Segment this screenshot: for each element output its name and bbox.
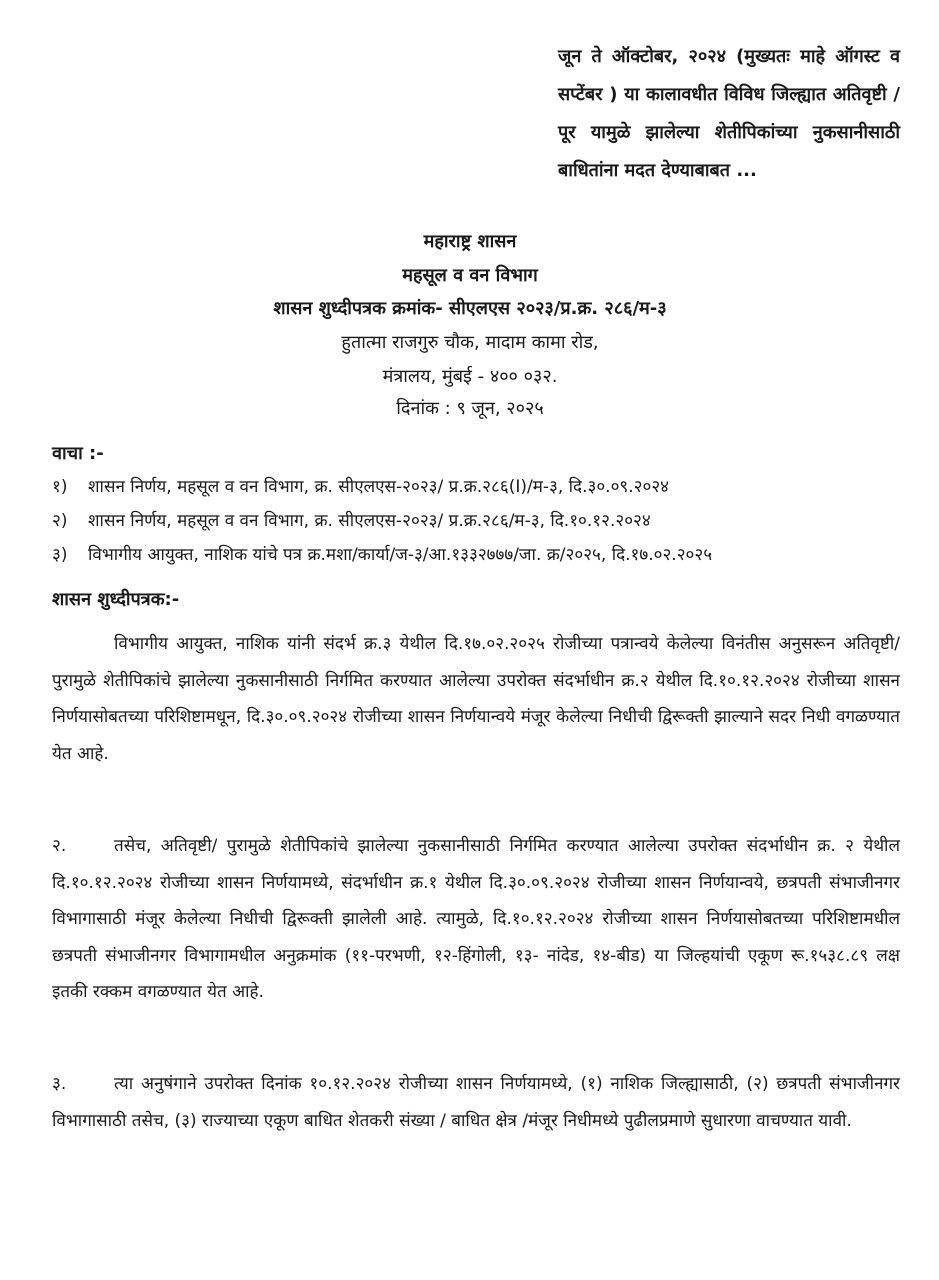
reference-item: [52, 470, 912, 504]
reference-text: शासन निर्णय, महसूल व वन विभाग, क्र. सीएलएस-२०२३/ प्र.क्र.२८६/म-३, दि.१०.१२.२०२४: [88, 511, 651, 531]
corrigendum-heading: शासन शुध्दीपत्रक:-: [52, 589, 180, 610]
paragraph-number: २.: [52, 836, 67, 856]
reference-item: [52, 504, 912, 538]
reference-text: शासन निर्णय, महसूल व वन विभाग, क्र. सीएलएस-२०२३/ प्र.क्र.२८६(I)/म-३, दि.३०.०९.२०२४: [88, 477, 670, 497]
reference-list: [52, 470, 912, 572]
paragraph-2-text: तसेच, अतिवृष्टी/ पुरामुळे शेतीपिकांचे झालेल्या नुकसानीसाठी निर्गमित करण्यात आलेल्या उपरोक्त संदर्भाधीन क्र. २ येथील दि.१०.१२.२०२४ रोजीच्या शासन निर्णयामध्ये, संदर्भाधीन क्र.१ येथील दि.३०.०९.२०२४ रोजीच्या शासन निर्णयान्वये, छत्रपती संभाजीनगर विभागासाठी मंजूर केलेल्या निधीची द्विरूक्ती झालेली आहे. त्यामुळे, दि.१०.१२.२०२४ रोजीच्या शासन निर्णयासोबतच्या परिशिष्टामधील छत्रपती संभाजीनगर विभागामधील अनुक्रमांक (११-परभणी, १२-हिंगोली, १३- नांदेड, १४-बीड) या जिल्हयांची एकूण रू.१५३८.८९ लक्ष इतकी रक्कम वगळण्यात येत आहे.: [52, 836, 900, 1002]
paragraph-1: विभागीय आयुक्त, नाशिक यांनी संदर्भ क्र.३ येथील दि.१७.०२.२०२५ रोजीच्या पत्रान्वये केलेल्या विनंतीस अनुसरून अतिवृष्टी/ पुरामुळे शेतीपिकांचे झालेल्या नुकसानीसाठी निर्गमित करण्यात आलेल्या उपरोक्त संदर्भाधीन क्र.२ येथील दि.१०.१२.२०२४ रोजीच्या शासन निर्णयासोबतच्या परिशिष्टामधून, दि.३०.०९.२०२४ रोजीच्या शासन निर्णयान्वये मंजूर केलेल्या निधीची द्विरूक्ती झाल्याने सदर निधी वगळण्यात येत आहे.: [52, 634, 900, 764]
document-date: दिनांक : ९ जून, २०२५: [396, 398, 544, 419]
reference-item: [52, 538, 912, 572]
reference-number: शासन शुध्दीपत्रक क्रमांक- सीएलएस २०२३/प्र.क्र. २८६/म-३: [273, 298, 667, 319]
paragraph-3-text: त्या अनुषंगाने उपरोक्त दिनांक १०.१२.२०२४ रोजीच्या शासन निर्णयामध्ये, (१) नाशिक जिल्ह्यासाठी, (२) छत्रपती संभाजीनगर विभागासाठी तसेच, (३) राज्याच्या एकूण बाधित शेतकरी संख्या / बाधित क्षेत्र /मंजूर निधीमध्ये पुढीलप्रमाणे सुधारणा वाचण्यात यावी.: [52, 1074, 900, 1131]
subject-block: जून ते ऑक्टोबर, २०२४ (मुख्यतः माहे ऑगस्ट व सप्टेंबर ) या कालावधीत विविध जिल्ह्यात अतिवृष्टी / पूर यामुळे झालेल्या शेतीपिकांच्या नुकसानीसाठी बाधितांना मदत देण्याबाबत ...: [558, 46, 900, 181]
paragraph-2: [52, 828, 900, 1011]
government-name: महाराष्ट्र शासन: [423, 231, 517, 252]
department-name: महसूल व वन विभाग: [402, 265, 538, 286]
reference-number-label: ३): [52, 545, 68, 565]
address-line-2: मंत्रालय, मुंबई - ४०० ०३२.: [382, 366, 558, 387]
paragraph-3: [52, 1066, 900, 1139]
reference-text: विभागीय आयुक्त, नाशिक यांचे पत्र क्र.मशा/कार्या/ज-३/आ.१३३२७७७/जा. क्र/२०२५, दि.१७.०२.२०२५: [88, 545, 713, 565]
paragraph-number: ३.: [52, 1074, 67, 1094]
address-line-1: हुतात्मा राजगुरु चौक, मादाम कामा रोड,: [341, 332, 599, 353]
read-heading: वाचा :-: [52, 443, 104, 464]
reference-number-label: २): [52, 511, 68, 531]
reference-number-label: १): [52, 477, 68, 497]
